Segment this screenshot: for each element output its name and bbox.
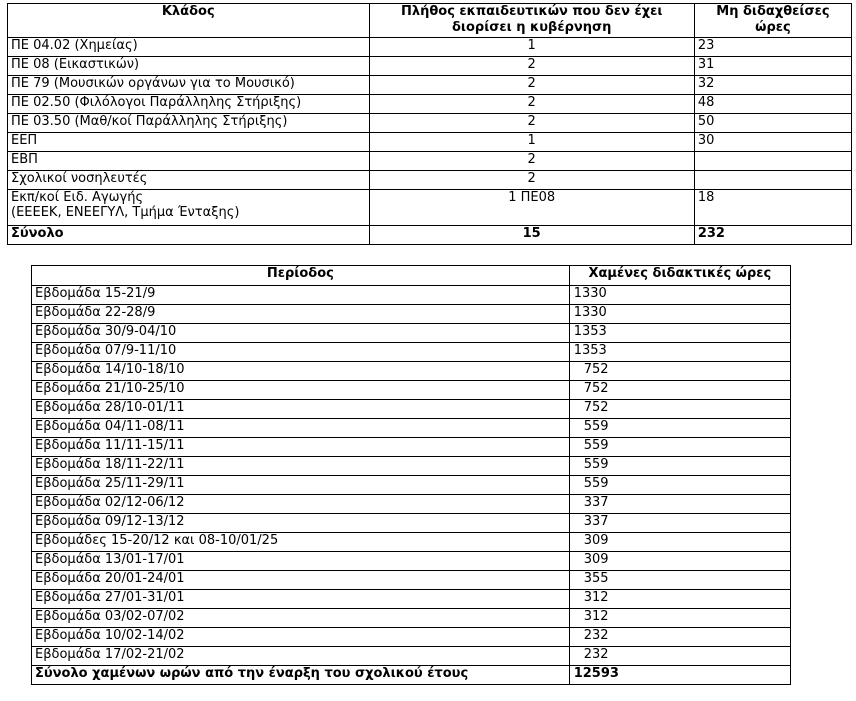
periodos-cell: Εβδομάδα 21/10-25/10 bbox=[32, 381, 570, 400]
lost-hours-cell: 355 bbox=[569, 571, 790, 590]
plithos-cell: 2 bbox=[369, 171, 694, 190]
plithos-cell: 2 bbox=[369, 76, 694, 95]
table-total-row bbox=[32, 666, 791, 685]
klados-line-1: Εκπ/κοί Ειδ. Αγωγής bbox=[11, 190, 144, 205]
total-ores: 232 bbox=[694, 226, 851, 245]
periodos-cell: Εβδομάδα 13/01-17/01 bbox=[32, 552, 570, 571]
table-row bbox=[8, 76, 852, 95]
ores-cell: 50 bbox=[694, 114, 851, 133]
periodos-cell: Εβδομάδα 09/12-13/12 bbox=[32, 514, 570, 533]
lost-hours-cell: 312 bbox=[569, 590, 790, 609]
lost-hours-cell: 559 bbox=[569, 419, 790, 438]
table-header-row bbox=[8, 4, 852, 38]
lost-hours-cell: 559 bbox=[569, 457, 790, 476]
plithos-cell: 2 bbox=[369, 95, 694, 114]
lost-hours-cell: 232 bbox=[569, 628, 790, 647]
lost-hours-cell: 559 bbox=[569, 476, 790, 495]
total-label: Σύνολο bbox=[8, 226, 370, 245]
plithos-cell: 1 ΠΕ08 bbox=[369, 190, 694, 226]
table-body bbox=[32, 286, 791, 685]
ores-cell: 48 bbox=[694, 95, 851, 114]
periodos-cell: Εβδομάδα 28/10-01/11 bbox=[32, 400, 570, 419]
column-header-klados: Κλάδος bbox=[8, 4, 370, 38]
table-row bbox=[8, 152, 852, 171]
periodos-cell: Εβδομάδα 17/02-21/02 bbox=[32, 647, 570, 666]
periodos-cell: Εβδομάδα 03/02-07/02 bbox=[32, 609, 570, 628]
periodos-cell: Εβδομάδα 27/01-31/01 bbox=[32, 590, 570, 609]
table-row bbox=[32, 514, 791, 533]
lost-hours-cell: 752 bbox=[569, 362, 790, 381]
klados-cell: ΠΕ 04.02 (Χημείας) bbox=[8, 38, 370, 57]
table-row bbox=[8, 133, 852, 152]
column-header-ores: Μη διδαχθείσες ώρες bbox=[694, 4, 851, 38]
table-row bbox=[8, 95, 852, 114]
total-plithos: 15 bbox=[369, 226, 694, 245]
periodos-cell: Εβδομάδα 10/02-14/02 bbox=[32, 628, 570, 647]
ores-cell bbox=[694, 152, 851, 171]
table-header-row bbox=[32, 266, 791, 286]
lost-hours-cell: 232 bbox=[569, 647, 790, 666]
periodos-cell: Εβδομάδα 15-21/9 bbox=[32, 286, 570, 305]
periodos-cell: Εβδομάδα 04/11-08/11 bbox=[32, 419, 570, 438]
table-row bbox=[32, 628, 791, 647]
periodos-cell: Εβδομάδα 18/11-22/11 bbox=[32, 457, 570, 476]
plithos-cell: 2 bbox=[369, 57, 694, 76]
table-row bbox=[32, 286, 791, 305]
periodos-cell: Εβδομάδα 30/9-04/10 bbox=[32, 324, 570, 343]
table-row bbox=[32, 647, 791, 666]
lost-hours-cell: 309 bbox=[569, 533, 790, 552]
ores-cell: 30 bbox=[694, 133, 851, 152]
table-total-row bbox=[8, 226, 852, 245]
ores-cell: 23 bbox=[694, 38, 851, 57]
table-row bbox=[8, 38, 852, 57]
table-row bbox=[32, 495, 791, 514]
klados-cell: ΕΒΠ bbox=[8, 152, 370, 171]
lost-hours-table bbox=[31, 265, 791, 685]
table-row bbox=[32, 457, 791, 476]
lost-hours-cell: 337 bbox=[569, 514, 790, 533]
table-row bbox=[32, 571, 791, 590]
lost-hours-cell: 1330 bbox=[569, 305, 790, 324]
lost-hours-cell: 559 bbox=[569, 438, 790, 457]
plithos-cell: 2 bbox=[369, 152, 694, 171]
klados-cell bbox=[8, 190, 370, 226]
table-body bbox=[8, 38, 852, 245]
plithos-cell: 2 bbox=[369, 114, 694, 133]
ores-cell bbox=[694, 171, 851, 190]
column-header-plithos: Πλήθος εκπαιδευτικών που δεν έχει διορίσει η κυβέρνηση bbox=[369, 4, 694, 38]
klados-cell: ΠΕ 08 (Εικαστικών) bbox=[8, 57, 370, 76]
table-row bbox=[32, 476, 791, 495]
periodos-cell: Εβδομάδα 07/9-11/10 bbox=[32, 343, 570, 362]
lost-hours-cell: 337 bbox=[569, 495, 790, 514]
lost-hours-cell: 1353 bbox=[569, 324, 790, 343]
lost-hours-cell: 1330 bbox=[569, 286, 790, 305]
ores-cell: 32 bbox=[694, 76, 851, 95]
table-row bbox=[32, 419, 791, 438]
table-row bbox=[32, 438, 791, 457]
table-row bbox=[32, 609, 791, 628]
table-row bbox=[32, 381, 791, 400]
table-row bbox=[32, 343, 791, 362]
ores-cell: 31 bbox=[694, 57, 851, 76]
table-row bbox=[32, 590, 791, 609]
periodos-cell: Εβδομάδα 22-28/9 bbox=[32, 305, 570, 324]
unfilled-teachers-table bbox=[7, 3, 852, 245]
lost-hours-cell: 312 bbox=[569, 609, 790, 628]
klados-line-2: (ΕΕΕΕΚ, ΕΝΕΕΓΥΛ, Τμήμα Ένταξης) bbox=[11, 205, 240, 220]
klados-cell: ΕΕΠ bbox=[8, 133, 370, 152]
table-row bbox=[8, 171, 852, 190]
klados-cell: ΠΕ 03.50 (Μαθ/κοί Παράλληλης Στήριξης) bbox=[8, 114, 370, 133]
klados-cell: Σχολικοί νοσηλευτές bbox=[8, 171, 370, 190]
klados-cell: ΠΕ 02.50 (Φιλόλογοι Παράλληλης Στήριξης) bbox=[8, 95, 370, 114]
lost-hours-cell: 752 bbox=[569, 400, 790, 419]
klados-cell: ΠΕ 79 (Μουσικών οργάνων για το Μουσικό) bbox=[8, 76, 370, 95]
total-lost-hours: 12593 bbox=[569, 666, 790, 685]
plithos-cell: 1 bbox=[369, 38, 694, 57]
periodos-cell: Εβδομάδα 20/01-24/01 bbox=[32, 571, 570, 590]
table-row bbox=[32, 533, 791, 552]
periodos-cell: Εβδομάδα 02/12-06/12 bbox=[32, 495, 570, 514]
lost-hours-cell: 1353 bbox=[569, 343, 790, 362]
table-row bbox=[32, 400, 791, 419]
table-row bbox=[32, 324, 791, 343]
periodos-cell: Εβδομάδες 15-20/12 και 08-10/01/25 bbox=[32, 533, 570, 552]
table-row-special-education bbox=[8, 190, 852, 226]
periodos-cell: Εβδομάδα 25/11-29/11 bbox=[32, 476, 570, 495]
ores-cell: 18 bbox=[694, 190, 851, 226]
lost-hours-cell: 752 bbox=[569, 381, 790, 400]
plithos-cell: 1 bbox=[369, 133, 694, 152]
column-header-periodos: Περίοδος bbox=[32, 266, 570, 286]
table-row bbox=[8, 114, 852, 133]
table-row bbox=[8, 57, 852, 76]
total-label: Σύνολο χαμένων ωρών από την έναρξη του σχολικού έτους bbox=[32, 666, 570, 685]
table-row bbox=[32, 552, 791, 571]
column-header-lost-hours: Χαμένες διδακτικές ώρες bbox=[569, 266, 790, 286]
table-row bbox=[32, 362, 791, 381]
periodos-cell: Εβδομάδα 14/10-18/10 bbox=[32, 362, 570, 381]
table-row bbox=[32, 305, 791, 324]
lost-hours-cell: 309 bbox=[569, 552, 790, 571]
periodos-cell: Εβδομάδα 11/11-15/11 bbox=[32, 438, 570, 457]
